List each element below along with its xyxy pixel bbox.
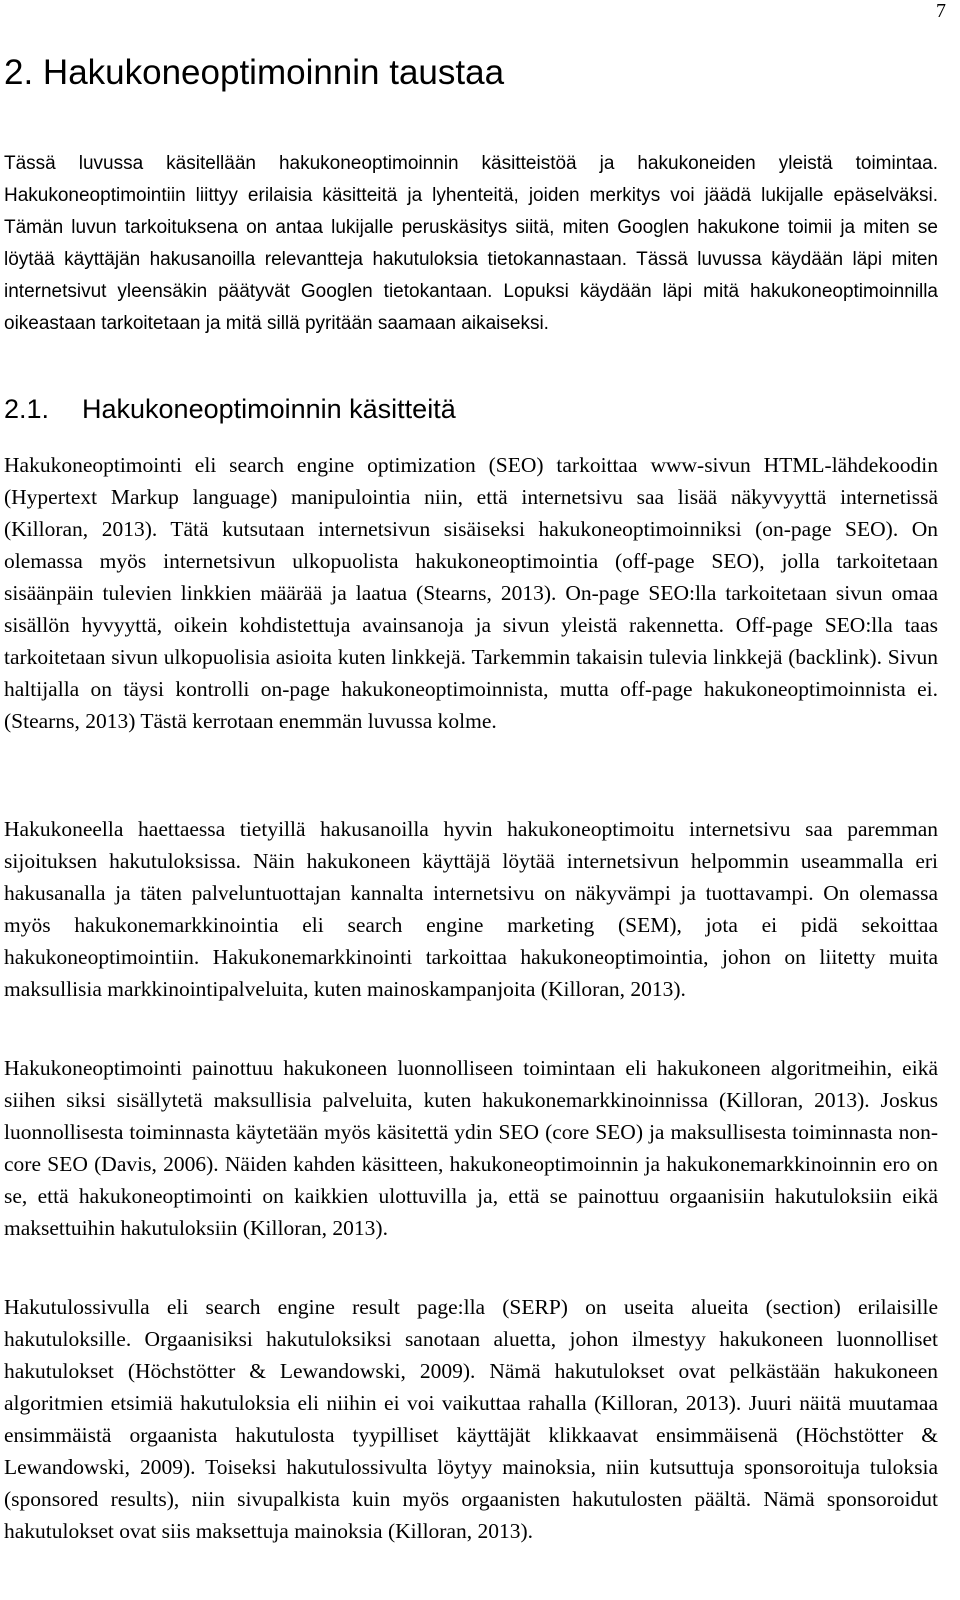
intro-paragraph: Tässä luvussa käsitellään hakukoneoptimoinnin käsitteistöä ja hakukoneiden yleistä toimintaa. Hakukoneoptimointiin liittyy erilaisia käsitteitä ja lyhenteitä, joiden merkitys voi jäädä lukijalle epäselväksi. Tämän luvun tarkoituksena on antaa lukijalle peruskäsitys siitä, miten Googlen hakukone toimii ja miten se löytää käyttäjän hakusanoilla relevantteja hakutuloksia tietokannastaan. Tässä luvussa käydään läpi miten internetsivut yleensäkin päätyvät Googlen tietokantaan. Lopuksi käydään läpi mitä hakukoneoptimoinnilla oikeastaan tarkoitetaan ja mitä sillä pyritään saamaan aikaiseksi. bbox=[4, 153, 938, 334]
body-paragraph: Hakukoneoptimointi eli search engine optimization (SEO) tarkoittaa www-sivun HTML-lähdekoodin (Hypertext Markup language) manipulointia niin, että internetsivu saa lisää näkyvyyttä internetissä (Killoran, 2013). Tätä kutsutaan internetsivun sisäiseksi hakukoneoptimoinniksi (on-page SEO). On olemassa myös internetsivun ulkopuolista hakukoneoptimointia (off-page SEO), jolla tarkoitetaan sisäänpäin tulevien linkkien määrää ja laatua (Stearns, 2013). On-page SEO:lla tarkoitetaan sivun omaa sisällön hyvyyttä, oikein kohdistettuja avainsanoja ja sivun yleistä rakennetta. Off-page SEO:lla taas tarkoitetaan sivun ulkopuolisia asioita kuten linkkejä. Tarkemmin takaisin tulevia linkkejä (backlink). Sivun haltijalla on täysi kontrolli on-page hakukoneoptimoinnista, mutta off-page hakukoneoptimoinnista ei. (Stearns, 2013) Tästä kerrotaan enemmän luvussa kolme. bbox=[4, 453, 938, 733]
body-paragraph: Hakutulossivulla eli search engine result page:lla (SERP) on useita alueita (section) erilaisille hakutuloksille. Orgaanisiksi hakutuloksiksi sanotaan aluetta, johon ilmestyy hakukoneen luonnolliset hakutulokset (Höchstötter & Lewandowski, 2009). Nämä hakutulokset ovat pelkästään hakukoneen algoritmien etsimiä hakutuloksia eli niihin ei voi vaikuttaa rahalla (Killoran, 2013). Juuri näitä muutamaa ensimmäistä orgaanista hakutulosta tyypilliset käyttäjät klikkaavat ensimmäisenä (Höchstötter & Lewandowski, 2009). Toiseksi hakutulossivulta löytyy mainoksia, niin kutsuttuja sponsoroituja tuloksia (sponsored results), niin sivupalkista kuin myös orgaanisten hakutulosten päältä. Nämä sponsoroidut hakutulokset ovat siis maksettuja mainoksia (Killoran, 2013). bbox=[4, 1295, 938, 1543]
body-paragraph: Hakukoneoptimointi painottuu hakukoneen luonnolliseen toimintaan eli hakukoneen algoritmeihin, eikä siihen siksi sisällytetä maksullisia palveluita, kuten hakukonemarkkinoinnissa (Killoran, 2013). Joskus luonnollisesta toiminnasta käytetään myös käsitettä ydin SEO (core SEO) ja maksullisesta toiminnasta non-core SEO (Davis, 2006). Näiden kahden käsitteen, hakukoneoptimoinnin ja hakukonemarkkinoinnin ero on se, että hakukoneoptimointi on kaikkien ulottuvilla ja, että se painottuu orgaanisiin hakutuloksiin eikä maksettuihin hakutuloksiin (Killoran, 2013). bbox=[4, 1056, 938, 1240]
section-heading bbox=[4, 388, 456, 430]
page-number: 7 bbox=[936, 0, 946, 22]
section-number: 2.1. bbox=[4, 394, 50, 424]
section-title: Hakukoneoptimoinnin käsitteitä bbox=[82, 394, 456, 424]
chapter-heading: 2. Hakukoneoptimoinnin taustaa bbox=[4, 53, 505, 92]
body-paragraph: Hakukoneella haettaessa tietyillä hakusanoilla hyvin hakukoneoptimoitu internetsivu saa paremman sijoituksen hakutuloksissa. Näin hakukoneen käyttäjä löytää internetsivun helpommin useammalla eri hakusanalla ja täten palveluntuottajan kannalta internetsivu on näkyvämpi ja tuottavampi. On olemassa myös hakukonemarkkinointia eli search engine marketing (SEM), jota ei pidä sekoittaa hakukoneoptimointiin. Hakukonemarkkinointi tarkoittaa hakukoneoptimointia, johon on liitetty muita maksullisia markkinointipalveluita, kuten mainoskampanjoita (Killoran, 2013). bbox=[4, 817, 938, 1001]
